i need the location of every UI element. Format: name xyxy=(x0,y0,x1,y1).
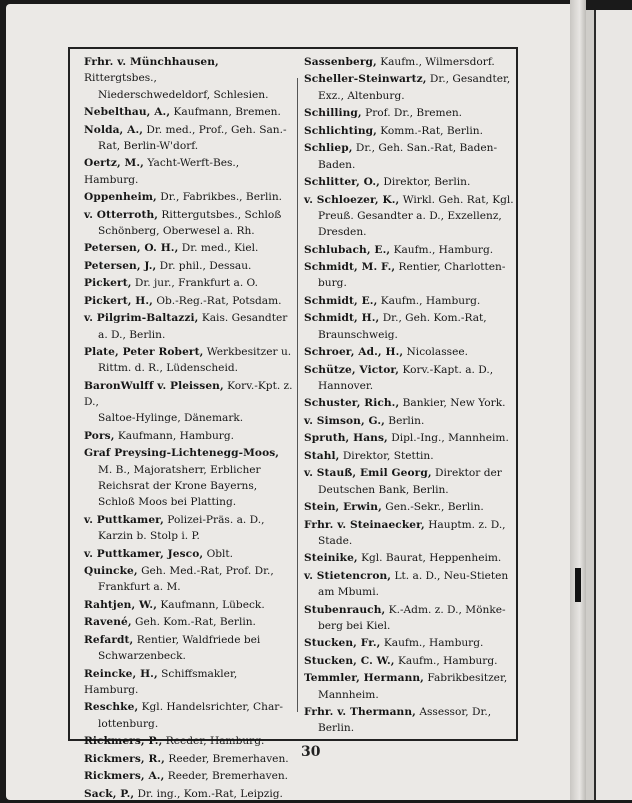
entry-details: Dr. ing., Kom.-Rat, Leipzig. xyxy=(137,787,283,800)
directory-entry xyxy=(84,207,294,240)
entry-name: Schroer, Ad., H., xyxy=(304,346,404,359)
entry-name: Scheller-Steinwartz, xyxy=(304,73,427,86)
entry-details: Direktor, Stettin. xyxy=(342,449,434,462)
directory-entry xyxy=(84,563,294,596)
entry-continuation: Karzin b. Stolp i. P. xyxy=(98,530,200,543)
entry-name: Petersen, O. H., xyxy=(84,242,179,255)
directory-entry xyxy=(84,666,294,699)
entry-name: Refardt, xyxy=(84,633,134,646)
entry-details: Korv.-Kpt. z. D., xyxy=(84,379,293,409)
directory-entry xyxy=(304,670,514,703)
page-number: 30 xyxy=(301,744,321,760)
entry-details: Dr. jur., Frankfurt a. O. xyxy=(134,277,258,290)
directory-entry xyxy=(304,140,514,173)
entry-details: Geh. Med.-Rat, Prof. Dr., xyxy=(141,565,274,578)
right-column xyxy=(304,54,514,738)
entry-details: Polizei-Präs. a. D., xyxy=(167,513,265,526)
entry-name: v. Puttkamer, Jesco, xyxy=(84,547,204,560)
directory-entry xyxy=(84,546,294,562)
entry-continuation: Niederschwedeldorf, Schlesien. xyxy=(98,88,269,101)
entry-details: Dr., Fabrikbes., Berlin. xyxy=(160,191,283,204)
directory-entry xyxy=(84,122,294,155)
directory-entry xyxy=(304,362,514,395)
directory-entry xyxy=(304,602,514,635)
entry-name: Rahtjen, W., xyxy=(84,598,157,611)
entry-name: Quincke, xyxy=(84,565,138,578)
directory-entry xyxy=(84,733,294,749)
entry-details: Kgl. Handelsrichter, Char- xyxy=(141,701,283,714)
entry-details: Schiffsmakler, Hamburg. xyxy=(84,667,238,696)
entry-name: v. Pilgrim-Baltazzi, xyxy=(84,312,199,325)
entry-details: Rentier, Waldfriede bei xyxy=(136,633,261,646)
entry-continuation: Mannheim. xyxy=(318,688,379,701)
adjacent-page-inner xyxy=(594,10,632,800)
entry-continuation: Rat, Berlin-W'dorf. xyxy=(98,139,199,152)
directory-entry xyxy=(304,192,514,241)
entry-name: Stein, Erwin, xyxy=(304,501,382,514)
entry-continuation: Rittm. d. R., Lüdenscheid. xyxy=(98,362,238,375)
directory-entry xyxy=(84,155,294,188)
entry-continuation: Hannover. xyxy=(318,379,374,392)
entry-name: Schmidt, E., xyxy=(304,294,378,307)
entry-details: Dipl.-Ing., Mannheim. xyxy=(391,432,509,445)
entry-details: Korv.-Kapt. a. D., xyxy=(402,363,494,376)
entry-name: v. Simson, G., xyxy=(304,414,385,427)
entry-name: Rickmers, A., xyxy=(84,770,165,783)
directory-entry xyxy=(304,71,514,104)
directory-entry xyxy=(304,54,514,70)
entry-name: Schmidt, M. F., xyxy=(304,261,396,274)
entry-details: Dr. phil., Dessau. xyxy=(159,259,252,272)
directory-entry xyxy=(304,293,514,309)
directory-entry xyxy=(84,293,294,309)
directory-entry xyxy=(304,517,514,550)
entry-details: Geh. Kom.-Rat, Berlin. xyxy=(135,616,256,629)
directory-entry xyxy=(304,395,514,411)
entry-name: v. Puttkamer, xyxy=(84,513,164,526)
entry-continuation: a. D., Berlin. xyxy=(98,328,166,341)
entry-continuation: berg bei Kiel. xyxy=(318,619,391,632)
entry-name: Temmler, Hermann, xyxy=(304,672,424,685)
directory-entry xyxy=(304,310,514,343)
entry-details: Nicolassee. xyxy=(406,346,468,359)
entry-name: Frhr. v. Thermann, xyxy=(304,706,416,719)
entry-name: Rickmers, R., xyxy=(84,752,165,765)
directory-entry xyxy=(84,597,294,613)
directory-entry xyxy=(84,632,294,665)
entry-details: Komm.-Rat, Berlin. xyxy=(380,124,483,137)
directory-entry xyxy=(84,786,294,802)
column-divider xyxy=(297,78,298,712)
entry-details: Kaufm., Hamburg. xyxy=(383,637,484,650)
entry-name: Sassenberg, xyxy=(304,56,377,68)
entry-name: Schütze, Victor, xyxy=(304,363,400,376)
entry-details: Rittergutsbes., Schloß xyxy=(161,208,282,221)
entry-details: Assessor, Dr., xyxy=(419,706,492,719)
entry-name: Reschke, xyxy=(84,701,139,714)
entry-details: Ob.-Reg.-Rat, Potsdam. xyxy=(156,294,282,307)
entry-name: Stucken, Fr., xyxy=(304,637,381,650)
directory-entry xyxy=(84,104,294,120)
directory-entry xyxy=(84,768,294,784)
directory-entry xyxy=(304,174,514,190)
directory-entry xyxy=(304,635,514,651)
entry-details: Kaufmann, Hamburg. xyxy=(117,429,234,442)
entry-name: Oertz, M., xyxy=(84,157,144,170)
directory-entry xyxy=(304,704,514,737)
book-gutter xyxy=(570,0,586,800)
entry-details: Kaufmann, Bremen. xyxy=(173,106,281,119)
entry-details: Kais. Gesandter xyxy=(201,312,288,325)
entry-continuation: Stade. xyxy=(318,534,353,547)
entry-name: Ravené, xyxy=(84,616,132,629)
left-column xyxy=(84,54,294,803)
entry-name: Schuster, Rich., xyxy=(304,397,400,410)
entry-continuation: am Mbumi. xyxy=(318,586,379,599)
directory-entry xyxy=(304,448,514,464)
entry-continuation: Schönberg, Oberwesel a. Rh. xyxy=(98,224,255,237)
directory-entry xyxy=(304,568,514,601)
entry-continuation: M. B., Majoratsherr, Erblicher Reichsrat der Krone Bayerns, Schloß Moos bei Platting. xyxy=(98,463,261,509)
entry-continuation: Preuß. Gesandter a. D., Exzellenz, Dresden. xyxy=(318,209,502,239)
entry-name: Nebelthau, A., xyxy=(84,106,171,119)
entry-continuation: Baden. xyxy=(318,158,356,171)
entry-details: Dr. med., Kiel. xyxy=(181,242,259,255)
entry-details: Kaufm., Hamburg. xyxy=(397,654,498,667)
entry-details: Gen.-Sekr., Berlin. xyxy=(385,501,484,514)
directory-entry xyxy=(84,344,294,377)
entry-details: Kaufmann, Lübeck. xyxy=(160,598,265,611)
directory-entry xyxy=(304,653,514,669)
entry-details: Direktor der xyxy=(435,467,502,480)
entry-name: Pickert, xyxy=(84,277,132,290)
directory-entry xyxy=(304,499,514,515)
entry-details: Rentier, Charlotten- xyxy=(398,261,506,274)
entry-details: Berlin. xyxy=(388,414,425,427)
entry-details: Dr., Gesandter, xyxy=(429,73,511,86)
directory-entry xyxy=(84,275,294,291)
entry-name: Frhr. v. Steinaecker, xyxy=(304,518,425,531)
page-marker-tab xyxy=(575,568,581,602)
entry-name: Oppenheim, xyxy=(84,191,157,204)
entry-name: Pors, xyxy=(84,429,115,442)
entry-name: v. Stauß, Emil Georg, xyxy=(304,467,432,480)
entry-details: Reeder, Bremerhaven. xyxy=(168,752,289,765)
entry-name: v. Schloezer, K., xyxy=(304,193,400,206)
entry-details: Kaufm., Hamburg. xyxy=(380,294,481,307)
directory-entry xyxy=(304,413,514,429)
directory-entry xyxy=(84,54,294,103)
entry-name: Graf Preysing-Lichtenegg-Moos, xyxy=(84,447,280,460)
directory-entry xyxy=(304,105,514,121)
entry-details: Wirkl. Geh. Rat, Kgl. xyxy=(402,193,514,206)
directory-entry xyxy=(304,430,514,446)
directory-entry xyxy=(84,378,294,427)
directory-entry xyxy=(304,259,514,292)
directory-entry xyxy=(84,751,294,767)
entry-name: Spruth, Hans, xyxy=(304,432,388,445)
directory-entry xyxy=(84,310,294,343)
entry-details: Dr., Geh. San.-Rat, Baden- xyxy=(355,142,498,155)
directory-entry xyxy=(304,123,514,139)
directory-entry xyxy=(304,550,514,566)
entry-continuation: Frankfurt a. M. xyxy=(98,581,181,594)
entry-details: Kgl. Baurat, Heppenheim. xyxy=(361,552,502,565)
entry-name: Petersen, J., xyxy=(84,259,157,272)
entry-name: Stahl, xyxy=(304,449,340,462)
entry-name: Plate, Peter Robert, xyxy=(84,346,204,359)
entry-details: Kaufm., Wilmersdorf. xyxy=(380,56,495,68)
entry-details: Direktor, Berlin. xyxy=(383,176,471,189)
entry-name: Schilling, xyxy=(304,107,362,120)
entry-name: Schlichting, xyxy=(304,124,377,137)
entry-continuation: lottenburg. xyxy=(98,717,159,730)
directory-entry xyxy=(84,445,294,510)
directory-entry xyxy=(304,465,514,498)
entry-name: v. Otterroth, xyxy=(84,208,159,221)
entry-details: Werkbesitzer u. xyxy=(206,346,292,359)
entry-name: v. Stietencron, xyxy=(304,569,392,582)
entry-details: Hauptm. z. D., xyxy=(428,518,506,531)
entry-name: BaronWulff v. Pleissen, xyxy=(84,379,224,392)
entry-name: Sack, P., xyxy=(84,787,135,800)
entry-name: Schmidt, H., xyxy=(304,312,380,325)
entry-name: Steinike, xyxy=(304,552,358,565)
directory-entry xyxy=(84,512,294,545)
entry-continuation: Berlin. xyxy=(318,722,355,735)
entry-continuation: Exz., Altenburg. xyxy=(318,89,405,102)
entry-details: Kaufm., Hamburg. xyxy=(393,243,494,256)
entry-name: Schlitter, O., xyxy=(304,176,380,189)
directory-entry xyxy=(84,699,294,732)
directory-entry xyxy=(84,428,294,444)
entry-details: Dr., Geh. Kom.-Rat, xyxy=(382,312,487,325)
entry-continuation: Schwarzenbeck. xyxy=(98,650,186,663)
entry-details: Fabrikbesitzer, xyxy=(427,672,508,685)
entry-name: Stubenrauch, xyxy=(304,603,386,616)
directory-entry xyxy=(84,614,294,630)
entry-continuation: burg. xyxy=(318,277,347,290)
entry-continuation: Deutschen Bank, Berlin. xyxy=(318,483,449,496)
entry-details: Lt. a. D., Neu-Stieten xyxy=(394,569,509,582)
entry-name: Pickert, H., xyxy=(84,294,153,307)
directory-entry xyxy=(304,344,514,360)
adjacent-page xyxy=(586,10,632,800)
entry-name: Nolda, A., xyxy=(84,123,144,136)
entry-details: Oblt. xyxy=(206,547,234,560)
directory-entry xyxy=(84,189,294,205)
entry-details: Bankier, New York. xyxy=(402,397,506,410)
entry-details: Reeder, Hamburg. xyxy=(165,735,265,748)
entry-continuation: Saltoe-Hylinge, Dänemark. xyxy=(98,412,244,425)
entry-details: Prof. Dr., Bremen. xyxy=(365,107,463,120)
entry-details: Dr. med., Prof., Geh. San.- xyxy=(146,123,287,136)
directory-entry xyxy=(304,242,514,258)
entry-details: Yacht-Werft-Bes., Hamburg. xyxy=(84,157,240,186)
entry-name: Schlubach, E., xyxy=(304,243,391,256)
entry-name: Reincke, H., xyxy=(84,667,158,680)
entry-details: Rittergtsbes., xyxy=(84,72,157,85)
entry-name: Stucken, C. W., xyxy=(304,654,395,667)
entry-details: K.-Adm. z. D., Mönke- xyxy=(388,603,506,616)
entry-continuation: Braunschweig. xyxy=(318,328,398,341)
entry-name: Schliep, xyxy=(304,142,353,155)
entry-details: Reeder, Bremerhaven. xyxy=(167,770,289,783)
directory-entry xyxy=(84,240,294,256)
directory-entry xyxy=(84,258,294,274)
entry-name: Rickmers, P., xyxy=(84,735,163,748)
entry-name: Frhr. v. Münchhausen, xyxy=(84,56,219,68)
